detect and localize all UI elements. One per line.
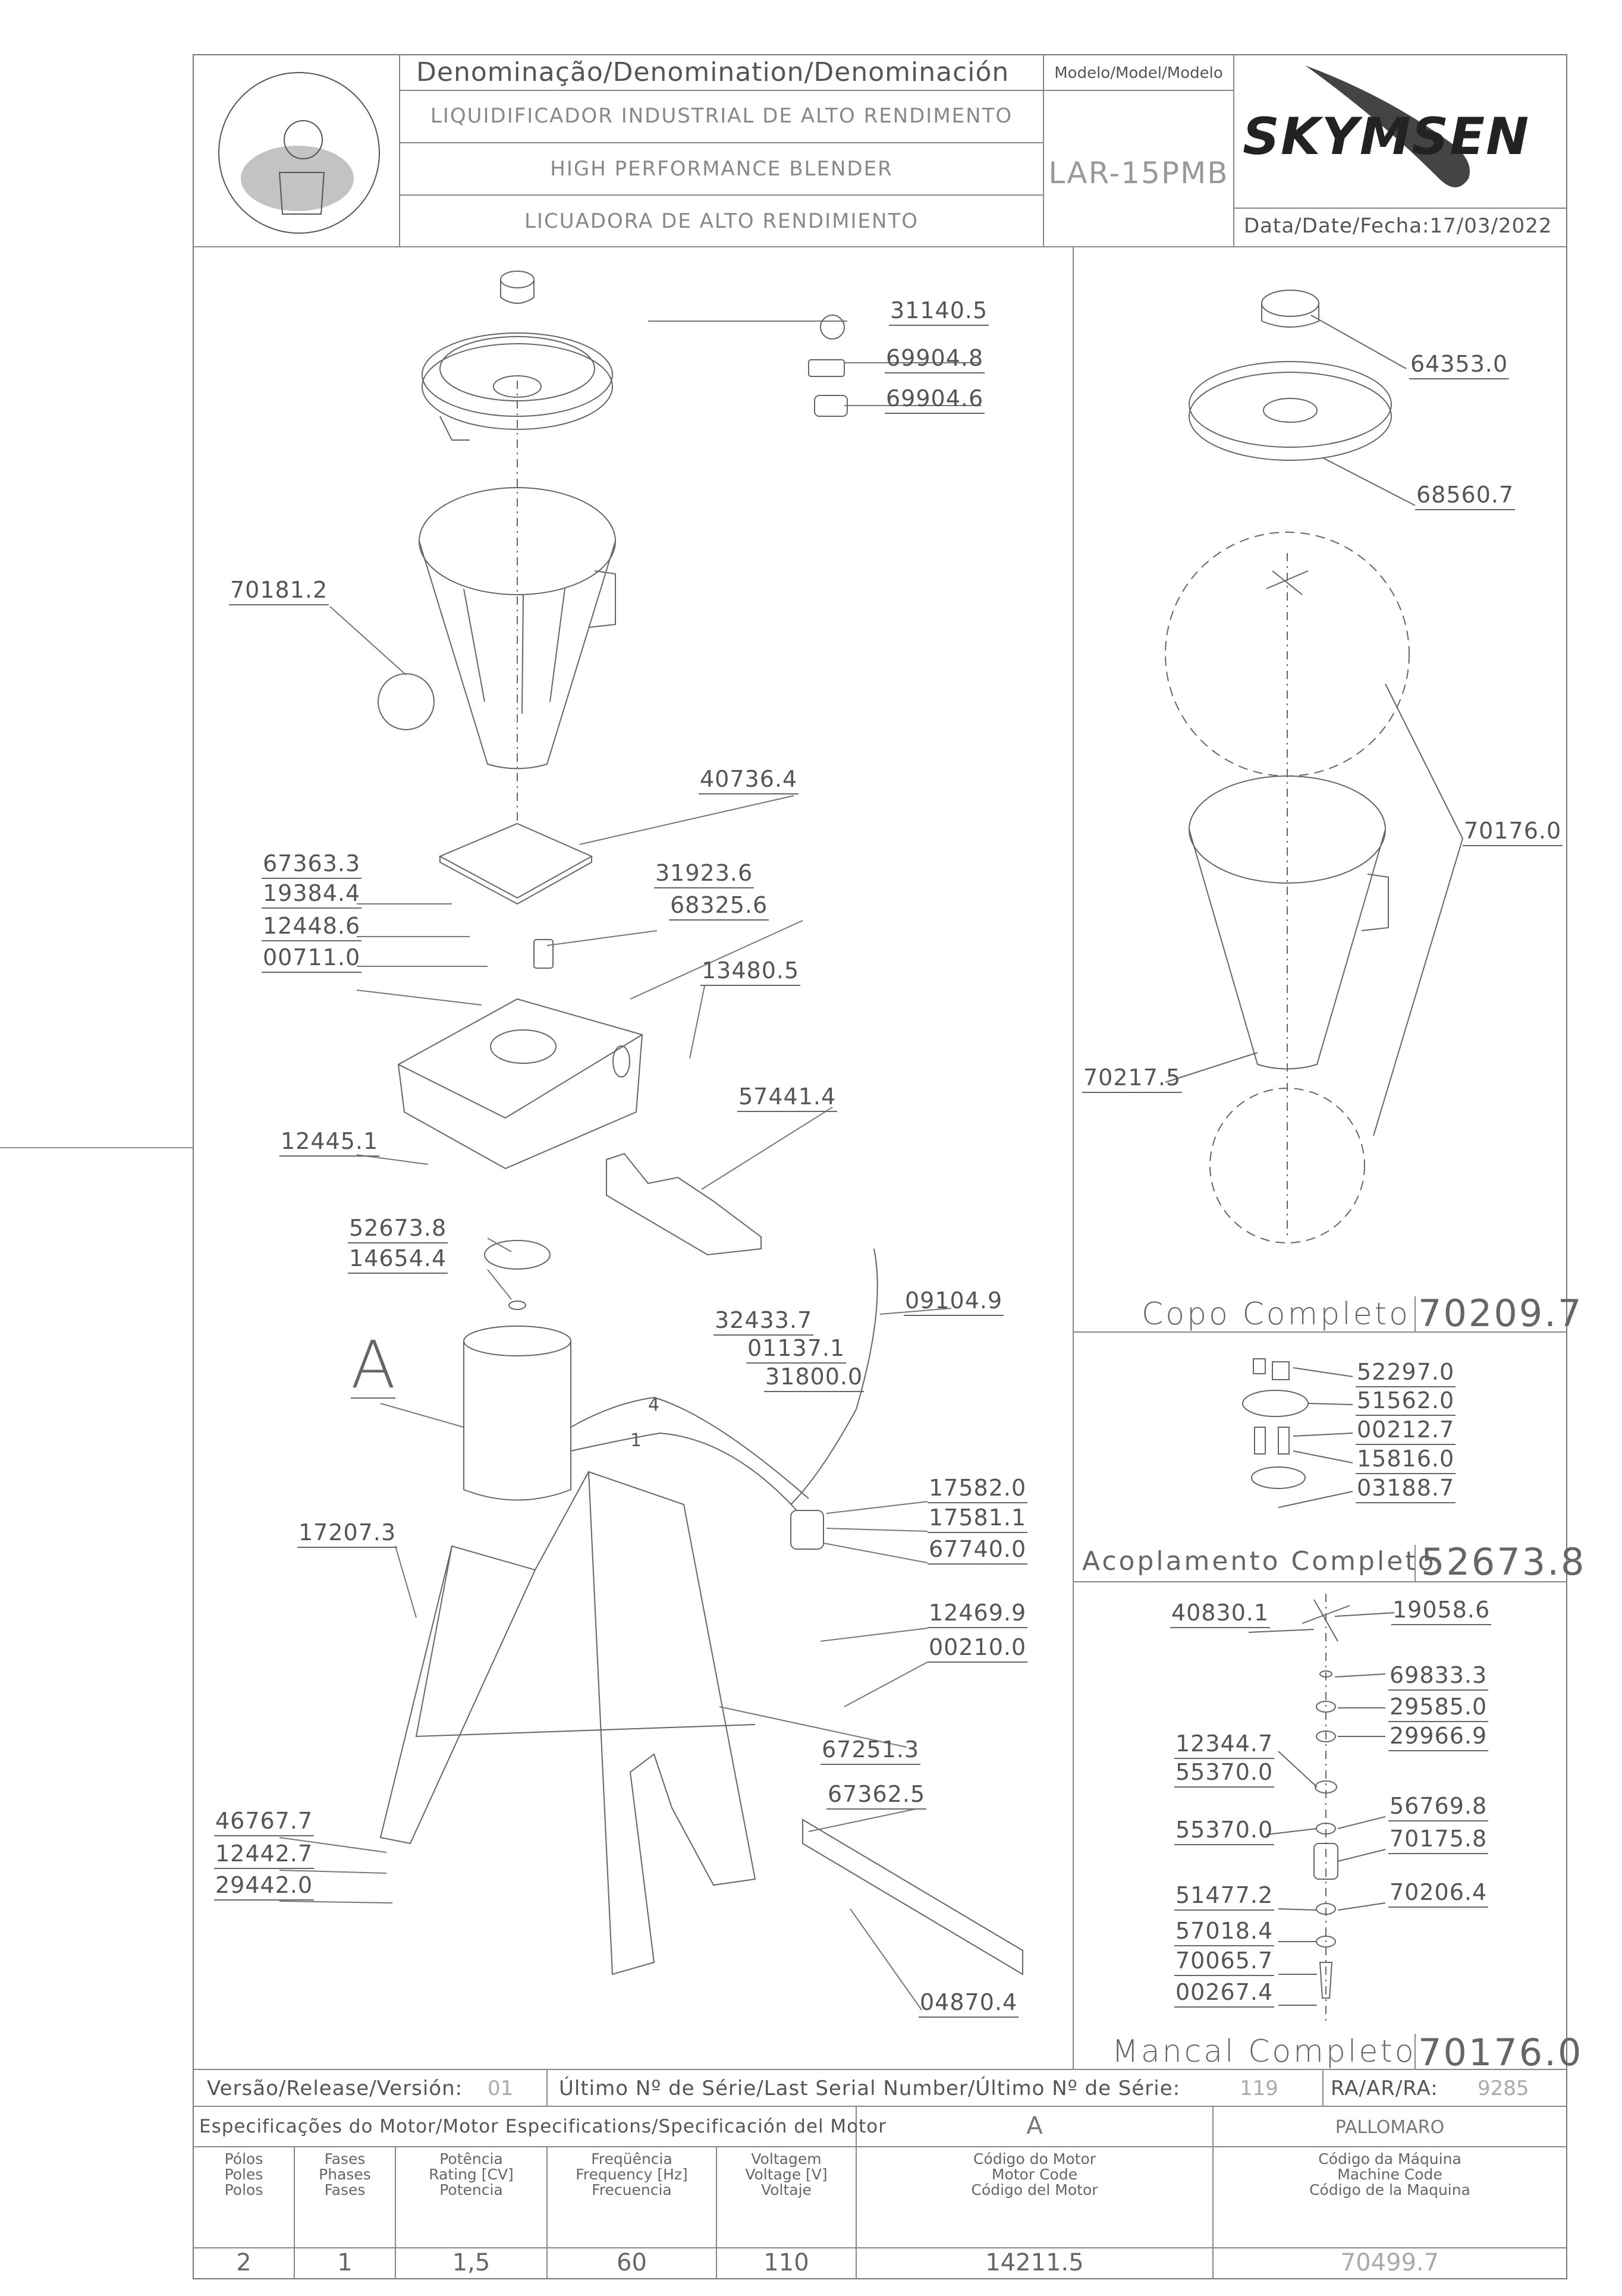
part-label: 13480.5 <box>700 957 800 986</box>
part-label: 17207.3 <box>297 1519 397 1548</box>
spec-value-rating: 1,5 <box>452 2249 491 2276</box>
version-label: Versão/Release/Versión: <box>207 2077 463 2100</box>
spec-header-voltage: Voltagem Voltage [V] Voltaje <box>745 2150 828 2198</box>
wire-label: 1 <box>630 1430 642 1451</box>
part-label: 32433.7 <box>713 1307 813 1336</box>
spec-header-motor-code: Código do Motor Motor Code Código del Motor <box>971 2150 1098 2198</box>
ra-label: RA/AR/RA: <box>1331 2077 1438 2100</box>
mancal-part-label: 57018.4 <box>1174 1918 1274 1946</box>
part-label: 67251.3 <box>821 1736 920 1765</box>
part-label: 31140.5 <box>889 297 989 326</box>
copo-part-label: 68560.7 <box>1415 482 1515 510</box>
acoplamento-art <box>1243 1359 1353 1507</box>
mancal-part-label: 55370.0 <box>1174 1759 1274 1788</box>
motor-drawing <box>464 1249 878 1549</box>
part-label: 12445.1 <box>279 1128 379 1157</box>
cup-drawing <box>378 381 615 821</box>
mancal-part-label: 40830.1 <box>1170 1600 1270 1628</box>
date-value: 17/03/2022 <box>1429 214 1552 238</box>
model-value: LAR-15PMB <box>1048 156 1229 190</box>
acoplamento-part-label: 00212.7 <box>1356 1416 1456 1445</box>
product-name-es: LICUADORA DE ALTO RENDIMIENTO <box>524 209 919 233</box>
badge-icons <box>809 315 847 416</box>
mancal-part-label: 69833.3 <box>1388 1662 1488 1691</box>
part-label: 12442.7 <box>214 1840 314 1869</box>
model-label: Modelo/Model/Modelo <box>1054 64 1223 82</box>
spec-value-motor-code: 14211.5 <box>985 2249 1084 2276</box>
acoplamento-title: Acoplamento Completo <box>1082 1546 1436 1576</box>
part-label: 69904.8 <box>885 345 985 373</box>
motor-label: A <box>351 1327 396 1403</box>
copo-art <box>1165 290 1463 1243</box>
copo-part-label: 70217.5 <box>1082 1064 1182 1093</box>
part-label: 69904.6 <box>885 385 985 414</box>
spec-header-machine-code: Código da Máquina Machine Code Código de la Maquina <box>1309 2150 1470 2198</box>
mancal-part-label: 70175.8 <box>1388 1826 1488 1854</box>
mancal-part-label: 55370.0 <box>1174 1817 1274 1845</box>
part-label: 46767.7 <box>214 1808 314 1836</box>
part-label: 17582.0 <box>928 1475 1027 1503</box>
seal-art <box>219 73 379 233</box>
ra-value: 9285 <box>1478 2077 1529 2100</box>
stand-drawing <box>381 1472 1023 1974</box>
copo-title: Copo Completo <box>1142 1296 1410 1332</box>
motor-ref: A <box>1026 2112 1043 2140</box>
mancal-part-label: 70065.7 <box>1174 1948 1274 1976</box>
copo-part-label: 64353.0 <box>1409 351 1509 379</box>
spec-header-frequency: Freqüência Frequency [Hz] Frecuencia <box>576 2150 688 2198</box>
mancal-part-label: 00267.4 <box>1174 1979 1274 2008</box>
part-label: 14654.4 <box>348 1245 448 1274</box>
date-field <box>1244 214 1552 238</box>
acoplamento-part-label: 15816.0 <box>1356 1446 1456 1474</box>
product-name-en: HIGH PERFORMANCE BLENDER <box>550 157 893 181</box>
spec-header-poles: Pólos Poles Polos <box>224 2150 263 2198</box>
part-label: 29442.0 <box>214 1872 314 1901</box>
holder-drawing <box>606 1154 761 1255</box>
part-label: 40736.4 <box>699 766 799 794</box>
spec-value-poles: 2 <box>236 2249 252 2276</box>
part-label: 04870.4 <box>919 1989 1019 2018</box>
acoplamento-part-label: 03188.7 <box>1356 1475 1456 1503</box>
part-label: 19384.4 <box>262 880 362 909</box>
acoplamento-code: 52673.8 <box>1421 1540 1586 1584</box>
mancal-part-label: 56769.8 <box>1388 1793 1488 1821</box>
mancal-part-label: 29585.0 <box>1388 1694 1488 1722</box>
mancal-part-label: 51477.2 <box>1174 1882 1274 1911</box>
mancal-title: Mancal Completo <box>1112 2034 1416 2069</box>
acoplamento-part-label: 52297.0 <box>1356 1359 1456 1387</box>
spec-header-rating: Potência Rating [CV] Potencia <box>429 2150 514 2198</box>
base-drawing <box>398 824 642 1169</box>
spec-value-frequency: 60 <box>617 2249 647 2276</box>
part-label: 57441.4 <box>737 1083 837 1112</box>
mancal-code: 70176.0 <box>1418 2031 1583 2074</box>
serial-value: 119 <box>1240 2077 1278 2100</box>
wire-label: 4 <box>648 1394 660 1415</box>
part-label: 12448.6 <box>262 913 362 941</box>
serial-label: Último Nº de Série/Last Serial Number/Último Nº de Série: <box>559 2077 1181 2100</box>
brand-logo: SKYMSEN <box>1243 107 1530 167</box>
date-label: Data/Date/Fecha: <box>1244 214 1430 238</box>
version-value: 01 <box>488 2077 514 2100</box>
part-label: 67363.3 <box>262 850 362 879</box>
part-label: 67362.5 <box>826 1781 926 1810</box>
copo-code: 70209.7 <box>1418 1292 1583 1335</box>
spec-value-voltage: 110 <box>763 2249 809 2276</box>
part-label: 01137.1 <box>746 1335 846 1364</box>
brand-name: PALLOMARO <box>1335 2117 1445 2138</box>
part-label: 12469.9 <box>928 1600 1027 1628</box>
part-label: 67740.0 <box>928 1536 1027 1565</box>
mancal-part-label: 29966.9 <box>1388 1723 1488 1751</box>
part-label: 68325.6 <box>669 892 769 921</box>
part-label: 52673.8 <box>348 1215 448 1243</box>
part-label: 00711.0 <box>262 944 362 973</box>
part-label: 70181.2 <box>229 577 329 605</box>
part-label: 31923.6 <box>654 860 754 888</box>
denomination-label: Denominação/Denomination/Denominación <box>416 57 1010 87</box>
spec-value-phases: 1 <box>337 2249 353 2276</box>
part-label: 09104.9 <box>904 1287 1004 1316</box>
product-name-pt: LIQUIDIFICADOR INDUSTRIAL DE ALTO RENDIMENTO <box>430 104 1013 128</box>
copo-part-label: 70176.0 <box>1463 818 1563 846</box>
mancal-part-label: 70206.4 <box>1388 1879 1488 1908</box>
mancal-part-label: 12344.7 <box>1174 1730 1274 1759</box>
part-label: 17581.1 <box>928 1505 1027 1533</box>
mancal-part-label: 19058.6 <box>1391 1597 1491 1625</box>
part-label: 31800.0 <box>764 1364 864 1392</box>
acoplamento-part-label: 51562.0 <box>1356 1387 1456 1416</box>
spec-value-machine-code: 70499.7 <box>1340 2249 1439 2276</box>
coupling-drawing <box>485 1240 550 1309</box>
spec-header-phases: Fases Phases Fases <box>319 2150 371 2198</box>
motor-spec-label: Especificações do Motor/Motor Especifications/Specificación del Motor <box>199 2116 887 2137</box>
part-label: 00210.0 <box>928 1634 1027 1663</box>
